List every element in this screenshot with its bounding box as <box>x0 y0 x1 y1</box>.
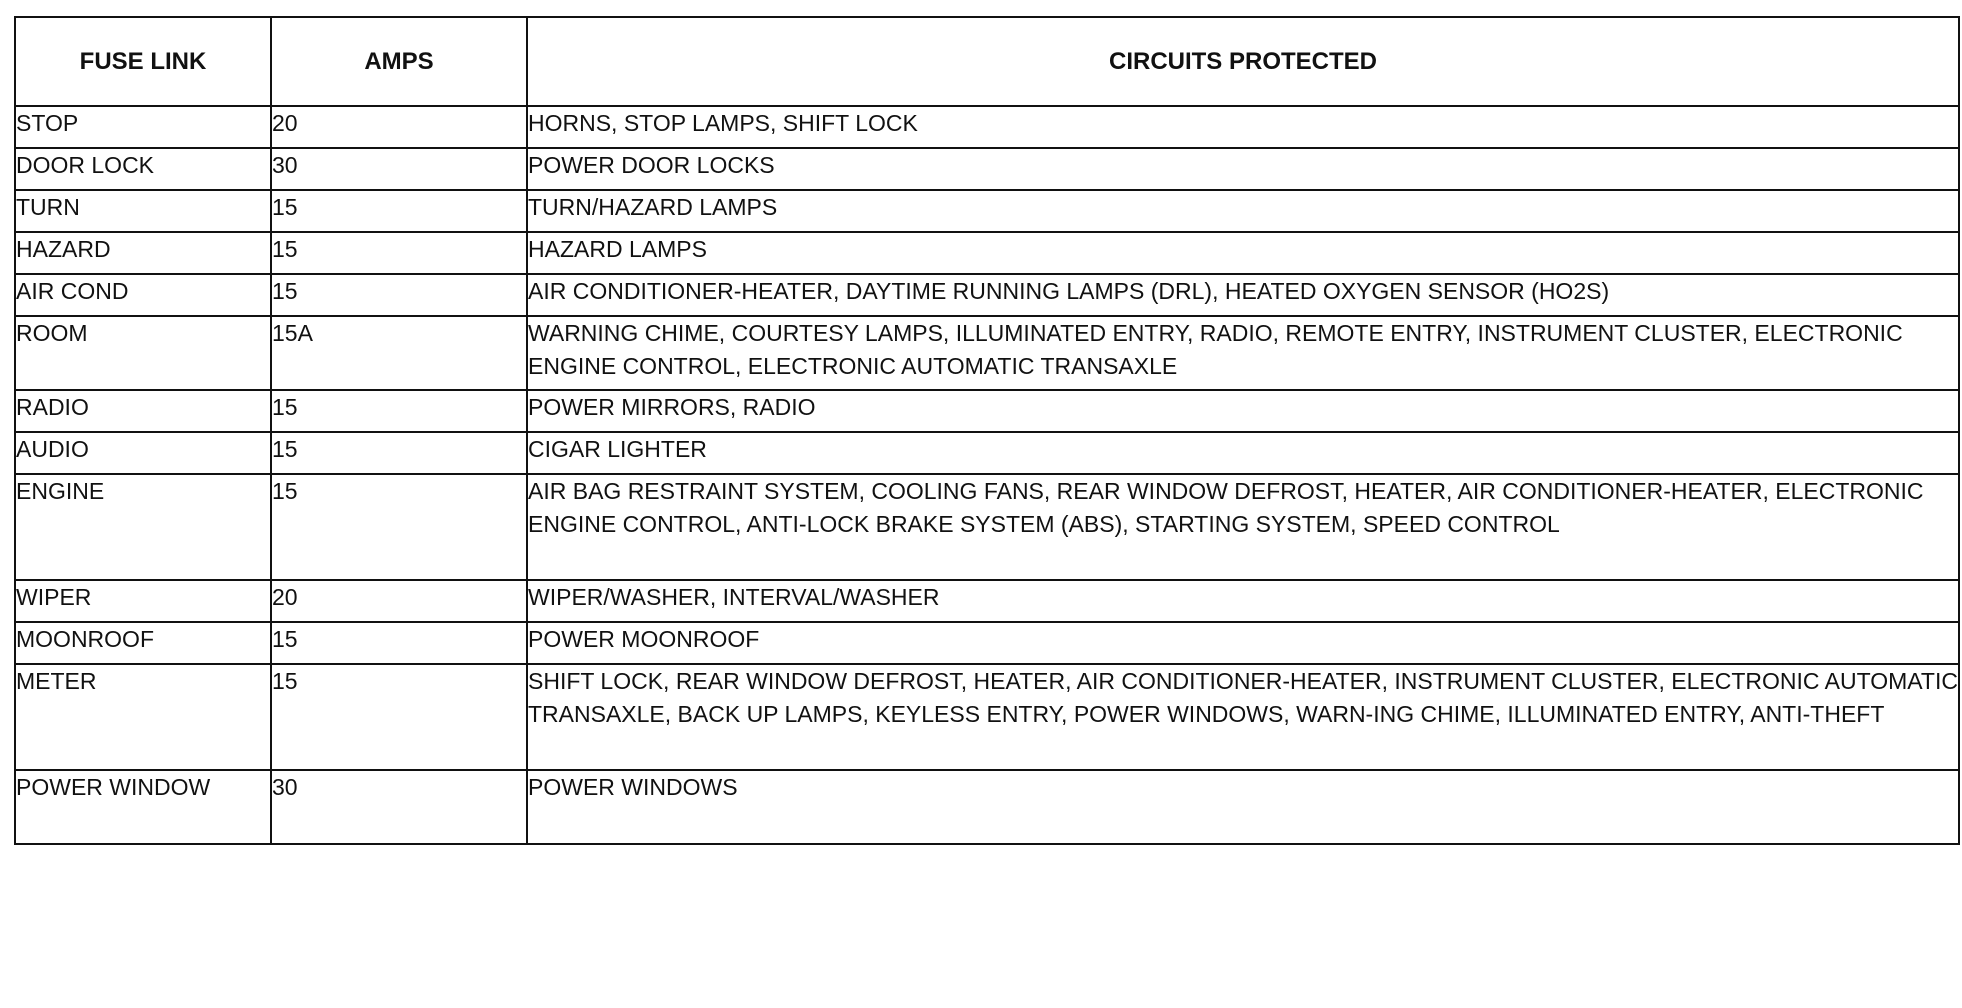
table-row <box>15 190 1959 232</box>
fuse-link-cell: AIR COND <box>15 274 271 316</box>
circuits-cell: WARNING CHIME, COURTESY LAMPS, ILLUMINATED ENTRY, RADIO, REMOTE ENTRY, INSTRUMENT CLUSTER, ELECTRONIC ENGINE CONTROL, ELECTRONIC AUTOMATIC TRANSAXLE <box>527 316 1959 390</box>
amps-cell: 15 <box>271 232 527 274</box>
circuits-cell: POWER MIRRORS, RADIO <box>527 390 1959 432</box>
amps-cell: 15 <box>271 622 527 664</box>
circuits-cell: POWER WINDOWS <box>527 770 1959 844</box>
table-header <box>15 17 1959 106</box>
table-row <box>15 622 1959 664</box>
table-row <box>15 148 1959 190</box>
fuse-link-cell: RADIO <box>15 390 271 432</box>
fuse-link-cell: AUDIO <box>15 432 271 474</box>
table-body <box>15 106 1959 844</box>
table-row <box>15 664 1959 770</box>
header-amps: AMPS <box>271 17 527 106</box>
circuits-cell: AIR CONDITIONER-HEATER, DAYTIME RUNNING LAMPS (DRL), HEATED OXYGEN SENSOR (HO2S) <box>527 274 1959 316</box>
fuse-link-table <box>14 16 1960 845</box>
table-row <box>15 274 1959 316</box>
circuits-cell: CIGAR LIGHTER <box>527 432 1959 474</box>
amps-cell: 15A <box>271 316 527 390</box>
header-fuse-link: FUSE LINK <box>15 17 271 106</box>
amps-cell: 15 <box>271 432 527 474</box>
circuits-cell: AIR BAG RESTRAINT SYSTEM, COOLING FANS, REAR WINDOW DEFROST, HEATER, AIR CONDITIONER-HEATER, ELECTRONIC ENGINE CONTROL, ANTI-LOCK BRAKE SYSTEM (ABS), STARTING SYSTEM, SPEED CONTROL <box>527 474 1959 580</box>
fuse-link-cell: STOP <box>15 106 271 148</box>
fuse-link-cell: ROOM <box>15 316 271 390</box>
fuse-link-cell: POWER WINDOW <box>15 770 271 844</box>
amps-cell: 15 <box>271 664 527 770</box>
circuits-cell: WIPER/WASHER, INTERVAL/WASHER <box>527 580 1959 622</box>
table-row <box>15 390 1959 432</box>
fuse-link-cell: TURN <box>15 190 271 232</box>
circuits-cell: TURN/HAZARD LAMPS <box>527 190 1959 232</box>
table-row <box>15 106 1959 148</box>
circuits-cell: POWER DOOR LOCKS <box>527 148 1959 190</box>
table-row <box>15 474 1959 580</box>
amps-cell: 15 <box>271 274 527 316</box>
amps-cell: 30 <box>271 148 527 190</box>
table-row <box>15 316 1959 390</box>
fuse-link-cell: ENGINE <box>15 474 271 580</box>
amps-cell: 15 <box>271 390 527 432</box>
table-row <box>15 580 1959 622</box>
header-circuits-protected: CIRCUITS PROTECTED <box>527 17 1959 106</box>
amps-cell: 15 <box>271 190 527 232</box>
circuits-cell: SHIFT LOCK, REAR WINDOW DEFROST, HEATER, AIR CONDITIONER-HEATER, INSTRUMENT CLUSTER, ELECTRONIC AUTOMATIC TRANSAXLE, BACK UP LAMPS, KEYLESS ENTRY, POWER WINDOWS, WARN-ING CHIME, ILLUMINATED ENTRY, ANTI-THEFT <box>527 664 1959 770</box>
header-row <box>15 17 1959 106</box>
table-row <box>15 232 1959 274</box>
circuits-cell: HAZARD LAMPS <box>527 232 1959 274</box>
amps-cell: 20 <box>271 580 527 622</box>
circuits-cell: HORNS, STOP LAMPS, SHIFT LOCK <box>527 106 1959 148</box>
fuse-link-cell: METER <box>15 664 271 770</box>
fuse-link-cell: MOONROOF <box>15 622 271 664</box>
table-row <box>15 432 1959 474</box>
fuse-link-cell: WIPER <box>15 580 271 622</box>
table-row <box>15 770 1959 844</box>
circuits-cell: POWER MOONROOF <box>527 622 1959 664</box>
fuse-link-cell: HAZARD <box>15 232 271 274</box>
fuse-link-cell: DOOR LOCK <box>15 148 271 190</box>
amps-cell: 30 <box>271 770 527 844</box>
amps-cell: 20 <box>271 106 527 148</box>
amps-cell: 15 <box>271 474 527 580</box>
